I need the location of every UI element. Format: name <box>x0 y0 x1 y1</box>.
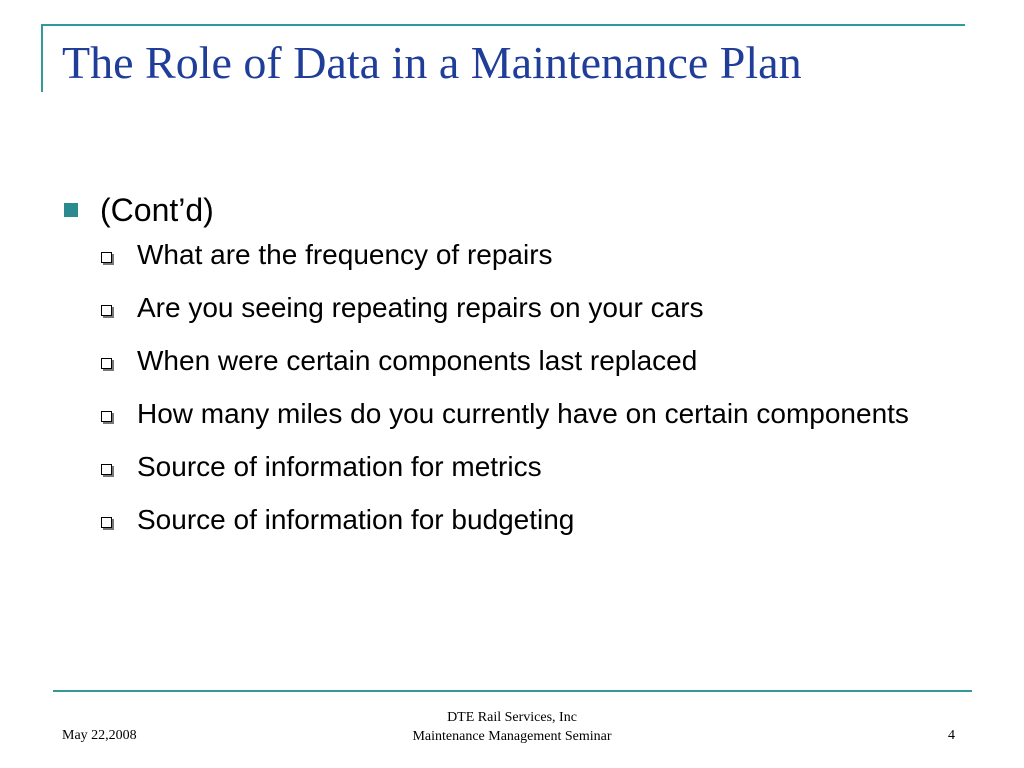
hollow-square-bullet-icon <box>101 358 112 369</box>
square-bullet-icon <box>64 203 78 217</box>
sub-bullet-text: How many miles do you currently have on certain components <box>137 398 909 429</box>
hollow-square-bullet-icon <box>101 464 112 475</box>
sub-bullet-item <box>62 291 962 325</box>
hollow-square-bullet-icon <box>101 252 112 263</box>
sub-bullet-list <box>62 238 962 537</box>
sub-bullet-item <box>62 238 962 272</box>
sub-bullet-item <box>62 503 962 537</box>
title-accent-vertical-line <box>41 24 43 92</box>
sub-bullet-text: When were certain components last replaced <box>137 345 698 376</box>
footer-center-text <box>362 708 662 746</box>
hollow-square-bullet-icon <box>101 517 112 528</box>
sub-bullet-item <box>62 397 962 431</box>
hollow-square-bullet-icon <box>101 411 112 422</box>
hollow-square-bullet-icon <box>101 305 112 316</box>
sub-bullet-text: What are the frequency of repairs <box>137 239 553 270</box>
slide-footer <box>0 700 1024 760</box>
sub-bullet-text: Source of information for metrics <box>137 451 542 482</box>
sub-bullet-item <box>62 344 962 378</box>
footer-date: May 22,2008 <box>62 728 137 743</box>
title-accent-horizontal-line <box>41 24 965 26</box>
footer-event: Maintenance Management Seminar <box>412 729 612 744</box>
slide-title: The Role of Data in a Maintenance Plan <box>62 37 802 88</box>
footer-divider-line <box>53 690 972 692</box>
footer-company: DTE Rail Services, Inc <box>447 710 577 725</box>
sub-bullet-text: Source of information for budgeting <box>137 504 575 535</box>
page-number: 4 <box>948 728 955 743</box>
bullet-text: (Cont’d) <box>100 192 214 228</box>
sub-bullet-item <box>62 450 962 484</box>
bullet-item-level1 <box>62 190 962 230</box>
slide-content <box>62 190 962 556</box>
sub-bullet-text: Are you seeing repeating repairs on your cars <box>137 292 704 323</box>
